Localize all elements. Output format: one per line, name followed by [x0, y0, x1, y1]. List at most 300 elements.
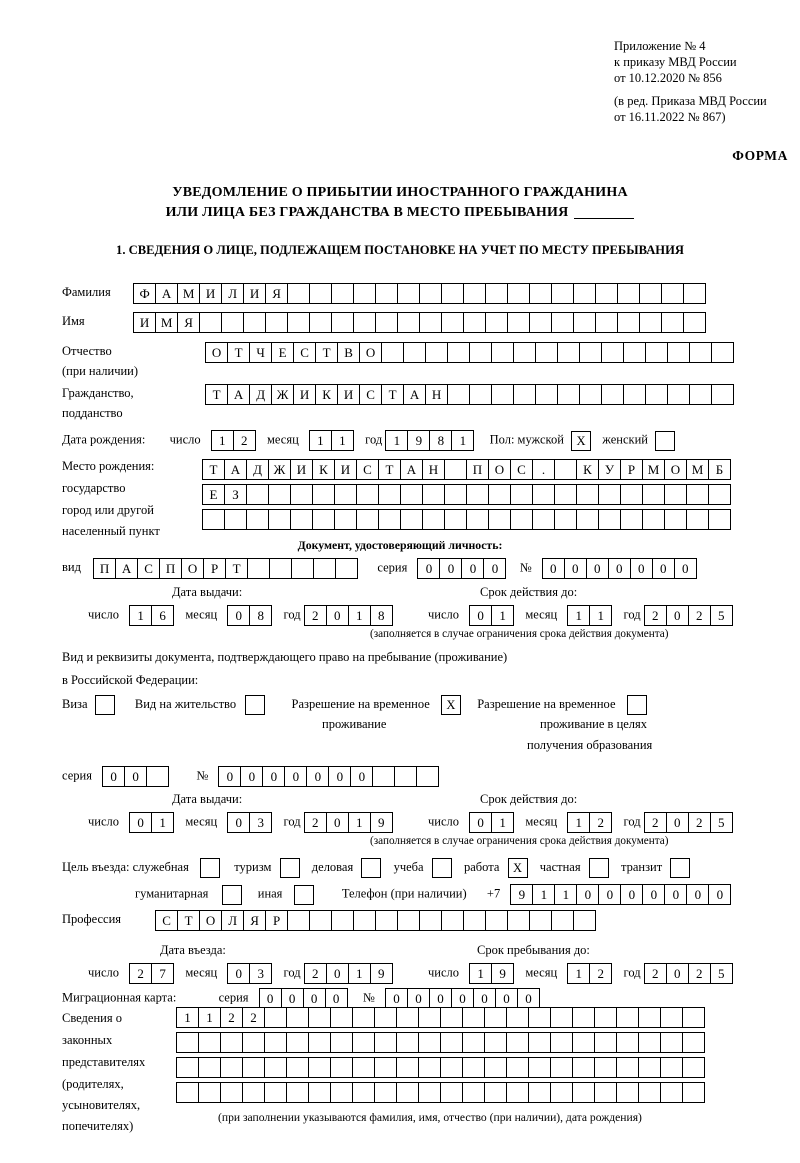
surname-input[interactable] — [133, 283, 705, 304]
char-cell[interactable] — [554, 484, 577, 505]
purpose-item-5-checkbox[interactable] — [670, 858, 690, 878]
char-cell[interactable]: Е — [271, 342, 294, 363]
char-cell[interactable] — [372, 766, 395, 787]
char-cell[interactable] — [682, 1057, 705, 1078]
char-cell[interactable] — [440, 1057, 463, 1078]
char-cell[interactable]: 1 — [348, 605, 371, 626]
char-cell[interactable] — [425, 342, 448, 363]
char-cell[interactable] — [287, 283, 310, 304]
char-cell[interactable] — [557, 342, 580, 363]
doc-kind-input[interactable] — [93, 558, 357, 579]
char-cell[interactable] — [598, 484, 621, 505]
char-cell[interactable]: 0 — [598, 884, 621, 905]
char-cell[interactable]: И — [337, 384, 360, 405]
char-cell[interactable] — [484, 1057, 507, 1078]
char-cell[interactable] — [374, 1007, 397, 1028]
char-cell[interactable] — [507, 910, 530, 931]
char-cell[interactable] — [416, 766, 439, 787]
char-cell[interactable] — [579, 342, 602, 363]
char-cell[interactable] — [312, 509, 335, 530]
char-cell[interactable]: 0 — [306, 766, 329, 787]
char-cell[interactable]: 0 — [620, 884, 643, 905]
char-cell[interactable]: 8 — [249, 605, 272, 626]
char-cell[interactable]: О — [359, 342, 382, 363]
char-cell[interactable] — [484, 1082, 507, 1103]
char-cell[interactable]: 2 — [589, 963, 612, 984]
valid-day-input[interactable] — [469, 605, 513, 626]
char-cell[interactable]: Л — [221, 283, 244, 304]
char-cell[interactable] — [638, 1032, 661, 1053]
char-cell[interactable]: 0 — [262, 766, 285, 787]
doc-number-input[interactable] — [542, 558, 696, 579]
permit-valid-month-input[interactable] — [567, 812, 611, 833]
char-cell[interactable]: 0 — [439, 558, 462, 579]
char-cell[interactable]: 2 — [589, 812, 612, 833]
char-cell[interactable]: П — [466, 459, 489, 480]
char-cell[interactable] — [513, 342, 536, 363]
char-cell[interactable] — [268, 484, 291, 505]
char-cell[interactable]: Л — [221, 910, 244, 931]
char-cell[interactable] — [396, 1082, 419, 1103]
char-cell[interactable]: 1 — [151, 812, 174, 833]
char-cell[interactable] — [352, 1007, 375, 1028]
char-cell[interactable] — [441, 283, 464, 304]
char-cell[interactable]: 9 — [370, 963, 393, 984]
char-cell[interactable]: 8 — [370, 605, 393, 626]
char-cell[interactable] — [309, 910, 332, 931]
char-cell[interactable] — [440, 1007, 463, 1028]
temp-permit-edu-checkbox[interactable] — [627, 695, 647, 715]
birth-year-input[interactable] — [385, 430, 473, 451]
char-cell[interactable]: П — [93, 558, 116, 579]
char-cell[interactable] — [594, 1057, 617, 1078]
char-cell[interactable]: 1 — [309, 430, 332, 451]
char-cell[interactable] — [708, 509, 731, 530]
char-cell[interactable] — [356, 509, 379, 530]
char-cell[interactable]: 0 — [129, 812, 152, 833]
migration-number-input[interactable] — [385, 988, 539, 1009]
char-cell[interactable] — [551, 910, 574, 931]
char-cell[interactable]: 2 — [304, 812, 327, 833]
char-cell[interactable] — [330, 1032, 353, 1053]
char-cell[interactable] — [334, 484, 357, 505]
char-cell[interactable] — [598, 509, 621, 530]
char-cell[interactable]: Я — [265, 283, 288, 304]
char-cell[interactable] — [551, 283, 574, 304]
char-cell[interactable]: 0 — [666, 963, 689, 984]
char-cell[interactable] — [463, 283, 486, 304]
char-cell[interactable]: И — [243, 283, 266, 304]
char-cell[interactable] — [242, 1082, 265, 1103]
char-cell[interactable] — [462, 1032, 485, 1053]
char-cell[interactable] — [397, 312, 420, 333]
char-cell[interactable] — [638, 1007, 661, 1028]
permit-issue-day-input[interactable] — [129, 812, 173, 833]
char-cell[interactable]: 0 — [686, 884, 709, 905]
char-cell[interactable] — [331, 283, 354, 304]
char-cell[interactable] — [352, 1082, 375, 1103]
char-cell[interactable]: 2 — [220, 1007, 243, 1028]
char-cell[interactable] — [488, 509, 511, 530]
char-cell[interactable] — [639, 312, 662, 333]
char-cell[interactable]: П — [159, 558, 182, 579]
char-cell[interactable] — [199, 312, 222, 333]
char-cell[interactable]: М — [686, 459, 709, 480]
char-cell[interactable]: 9 — [491, 963, 514, 984]
char-cell[interactable] — [572, 1007, 595, 1028]
legal-reps-row-3[interactable] — [176, 1057, 704, 1078]
char-cell[interactable] — [528, 1007, 551, 1028]
char-cell[interactable] — [246, 484, 269, 505]
char-cell[interactable]: 1 — [348, 812, 371, 833]
char-cell[interactable]: 0 — [564, 558, 587, 579]
char-cell[interactable] — [488, 484, 511, 505]
char-cell[interactable] — [286, 1057, 309, 1078]
char-cell[interactable]: 1 — [385, 430, 408, 451]
char-cell[interactable] — [711, 384, 734, 405]
char-cell[interactable] — [419, 312, 442, 333]
char-cell[interactable] — [594, 1032, 617, 1053]
char-cell[interactable]: 0 — [417, 558, 440, 579]
char-cell[interactable]: Т — [227, 342, 250, 363]
char-cell[interactable] — [246, 509, 269, 530]
char-cell[interactable] — [491, 384, 514, 405]
char-cell[interactable] — [397, 283, 420, 304]
char-cell[interactable] — [375, 910, 398, 931]
char-cell[interactable] — [557, 384, 580, 405]
char-cell[interactable] — [532, 484, 555, 505]
char-cell[interactable] — [287, 312, 310, 333]
char-cell[interactable]: 7 — [151, 963, 174, 984]
char-cell[interactable] — [352, 1032, 375, 1053]
char-cell[interactable] — [639, 283, 662, 304]
char-cell[interactable]: 0 — [469, 605, 492, 626]
purpose-item-3-checkbox[interactable]: X — [508, 858, 528, 878]
birth-day-input[interactable] — [211, 430, 255, 451]
char-cell[interactable] — [594, 1007, 617, 1028]
char-cell[interactable] — [286, 1082, 309, 1103]
issue-day-input[interactable] — [129, 605, 173, 626]
char-cell[interactable]: 3 — [249, 963, 272, 984]
char-cell[interactable]: 0 — [674, 558, 697, 579]
char-cell[interactable] — [419, 910, 442, 931]
purpose-item-4-checkbox[interactable] — [589, 858, 609, 878]
char-cell[interactable]: 0 — [227, 812, 250, 833]
char-cell[interactable] — [418, 1007, 441, 1028]
birthplace-row-3[interactable] — [202, 509, 730, 530]
char-cell[interactable] — [269, 558, 292, 579]
char-cell[interactable]: Н — [422, 459, 445, 480]
char-cell[interactable]: 2 — [304, 605, 327, 626]
char-cell[interactable]: 0 — [517, 988, 540, 1009]
citizenship-input[interactable] — [205, 384, 733, 405]
birthplace-row-2[interactable] — [202, 484, 730, 505]
char-cell[interactable] — [664, 484, 687, 505]
char-cell[interactable] — [224, 509, 247, 530]
permit-valid-year-input[interactable] — [644, 812, 732, 833]
char-cell[interactable] — [462, 1082, 485, 1103]
char-cell[interactable] — [579, 384, 602, 405]
char-cell[interactable] — [601, 384, 624, 405]
char-cell[interactable]: 9 — [370, 812, 393, 833]
char-cell[interactable] — [463, 312, 486, 333]
char-cell[interactable]: М — [177, 283, 200, 304]
char-cell[interactable] — [418, 1057, 441, 1078]
char-cell[interactable] — [330, 1082, 353, 1103]
char-cell[interactable] — [616, 1057, 639, 1078]
char-cell[interactable]: 0 — [473, 988, 496, 1009]
valid-year-input[interactable] — [644, 605, 732, 626]
char-cell[interactable]: 0 — [218, 766, 241, 787]
char-cell[interactable] — [418, 1082, 441, 1103]
char-cell[interactable] — [510, 484, 533, 505]
char-cell[interactable]: 1 — [176, 1007, 199, 1028]
char-cell[interactable] — [146, 766, 169, 787]
char-cell[interactable] — [353, 283, 376, 304]
char-cell[interactable]: 1 — [491, 605, 514, 626]
char-cell[interactable] — [660, 1007, 683, 1028]
char-cell[interactable] — [466, 509, 489, 530]
char-cell[interactable] — [485, 910, 508, 931]
permit-number-input[interactable] — [218, 766, 438, 787]
char-cell[interactable] — [264, 1057, 287, 1078]
char-cell[interactable]: С — [293, 342, 316, 363]
char-cell[interactable] — [616, 1032, 639, 1053]
char-cell[interactable] — [506, 1032, 529, 1053]
char-cell[interactable]: 0 — [630, 558, 653, 579]
char-cell[interactable]: В — [337, 342, 360, 363]
char-cell[interactable]: К — [312, 459, 335, 480]
permit-valid-day-input[interactable] — [469, 812, 513, 833]
char-cell[interactable] — [334, 509, 357, 530]
char-cell[interactable]: С — [155, 910, 178, 931]
char-cell[interactable] — [441, 910, 464, 931]
char-cell[interactable] — [286, 1032, 309, 1053]
char-cell[interactable]: 0 — [429, 988, 452, 1009]
name-input[interactable] — [133, 312, 705, 333]
char-cell[interactable] — [242, 1032, 265, 1053]
issue-month-input[interactable] — [227, 605, 271, 626]
char-cell[interactable]: С — [356, 459, 379, 480]
char-cell[interactable] — [198, 1082, 221, 1103]
legal-reps-row-1[interactable] — [176, 1007, 704, 1028]
purpose-item-1-checkbox[interactable] — [361, 858, 381, 878]
char-cell[interactable] — [264, 1032, 287, 1053]
char-cell[interactable] — [290, 509, 313, 530]
stay-year-input[interactable] — [644, 963, 732, 984]
char-cell[interactable] — [308, 1032, 331, 1053]
char-cell[interactable]: 1 — [348, 963, 371, 984]
char-cell[interactable] — [287, 910, 310, 931]
entry-day-input[interactable] — [129, 963, 173, 984]
char-cell[interactable] — [507, 283, 530, 304]
char-cell[interactable]: О — [488, 459, 511, 480]
entry-year-input[interactable] — [304, 963, 392, 984]
char-cell[interactable] — [264, 1082, 287, 1103]
char-cell[interactable] — [708, 484, 731, 505]
char-cell[interactable] — [642, 509, 665, 530]
char-cell[interactable] — [667, 384, 690, 405]
char-cell[interactable] — [595, 283, 618, 304]
doc-series-input[interactable] — [417, 558, 505, 579]
char-cell[interactable]: 2 — [304, 963, 327, 984]
char-cell[interactable] — [642, 484, 665, 505]
char-cell[interactable] — [352, 1057, 375, 1078]
birth-month-input[interactable] — [309, 430, 353, 451]
patronymic-input[interactable] — [205, 342, 733, 363]
char-cell[interactable]: 3 — [249, 812, 272, 833]
char-cell[interactable] — [400, 484, 423, 505]
char-cell[interactable] — [418, 1032, 441, 1053]
char-cell[interactable] — [484, 1032, 507, 1053]
char-cell[interactable] — [554, 459, 577, 480]
char-cell[interactable] — [202, 509, 225, 530]
phone-input[interactable] — [510, 884, 730, 905]
char-cell[interactable] — [682, 1082, 705, 1103]
char-cell[interactable]: М — [155, 312, 178, 333]
char-cell[interactable] — [550, 1057, 573, 1078]
char-cell[interactable] — [572, 1032, 595, 1053]
char-cell[interactable] — [638, 1082, 661, 1103]
char-cell[interactable] — [374, 1082, 397, 1103]
char-cell[interactable]: 1 — [491, 812, 514, 833]
char-cell[interactable] — [330, 1007, 353, 1028]
stay-day-input[interactable] — [469, 963, 513, 984]
char-cell[interactable] — [595, 312, 618, 333]
char-cell[interactable]: И — [199, 283, 222, 304]
char-cell[interactable] — [711, 342, 734, 363]
char-cell[interactable]: 5 — [710, 605, 733, 626]
char-cell[interactable]: 0 — [328, 766, 351, 787]
char-cell[interactable] — [242, 1057, 265, 1078]
char-cell[interactable] — [286, 1007, 309, 1028]
permit-issue-year-input[interactable] — [304, 812, 392, 833]
char-cell[interactable] — [462, 1007, 485, 1028]
char-cell[interactable] — [374, 1032, 397, 1053]
char-cell[interactable]: Б — [708, 459, 731, 480]
char-cell[interactable]: Т — [202, 459, 225, 480]
char-cell[interactable] — [506, 1007, 529, 1028]
char-cell[interactable]: 2 — [688, 963, 711, 984]
char-cell[interactable]: 8 — [429, 430, 452, 451]
purpose-row2-1-checkbox[interactable] — [294, 885, 314, 905]
char-cell[interactable] — [265, 312, 288, 333]
char-cell[interactable] — [572, 1082, 595, 1103]
char-cell[interactable] — [463, 910, 486, 931]
char-cell[interactable] — [550, 1032, 573, 1053]
char-cell[interactable] — [532, 509, 555, 530]
char-cell[interactable] — [220, 1082, 243, 1103]
char-cell[interactable]: 0 — [469, 812, 492, 833]
purpose-item-0-checkbox[interactable] — [280, 858, 300, 878]
char-cell[interactable] — [440, 1082, 463, 1103]
char-cell[interactable]: С — [510, 459, 533, 480]
char-cell[interactable]: Р — [265, 910, 288, 931]
char-cell[interactable]: 1 — [469, 963, 492, 984]
char-cell[interactable]: О — [664, 459, 687, 480]
char-cell[interactable]: 1 — [567, 605, 590, 626]
char-cell[interactable]: 0 — [666, 812, 689, 833]
char-cell[interactable] — [396, 1032, 419, 1053]
char-cell[interactable]: Т — [205, 384, 228, 405]
char-cell[interactable] — [335, 558, 358, 579]
char-cell[interactable]: 0 — [350, 766, 373, 787]
char-cell[interactable]: 1 — [331, 430, 354, 451]
char-cell[interactable]: Т — [381, 384, 404, 405]
char-cell[interactable]: К — [576, 459, 599, 480]
char-cell[interactable] — [623, 384, 646, 405]
char-cell[interactable]: 0 — [259, 988, 282, 1009]
char-cell[interactable] — [576, 509, 599, 530]
char-cell[interactable] — [308, 1007, 331, 1028]
char-cell[interactable]: 2 — [644, 812, 667, 833]
char-cell[interactable] — [422, 509, 445, 530]
permit-issue-month-input[interactable] — [227, 812, 271, 833]
char-cell[interactable] — [447, 342, 470, 363]
char-cell[interactable] — [529, 910, 552, 931]
char-cell[interactable]: 1 — [554, 884, 577, 905]
char-cell[interactable] — [400, 509, 423, 530]
char-cell[interactable] — [601, 342, 624, 363]
char-cell[interactable] — [576, 484, 599, 505]
char-cell[interactable]: О — [181, 558, 204, 579]
char-cell[interactable] — [623, 342, 646, 363]
char-cell[interactable]: И — [133, 312, 156, 333]
char-cell[interactable] — [528, 1082, 551, 1103]
char-cell[interactable] — [594, 1082, 617, 1103]
char-cell[interactable] — [660, 1032, 683, 1053]
char-cell[interactable]: 0 — [102, 766, 125, 787]
char-cell[interactable]: 2 — [644, 605, 667, 626]
char-cell[interactable]: И — [290, 459, 313, 480]
char-cell[interactable] — [485, 283, 508, 304]
char-cell[interactable]: 1 — [532, 884, 555, 905]
char-cell[interactable]: 0 — [325, 988, 348, 1009]
char-cell[interactable] — [638, 1057, 661, 1078]
char-cell[interactable]: . — [532, 459, 555, 480]
char-cell[interactable] — [551, 312, 574, 333]
char-cell[interactable]: Т — [378, 459, 401, 480]
char-cell[interactable] — [378, 484, 401, 505]
char-cell[interactable] — [469, 342, 492, 363]
char-cell[interactable] — [507, 312, 530, 333]
issue-year-input[interactable] — [304, 605, 392, 626]
valid-month-input[interactable] — [567, 605, 611, 626]
char-cell[interactable] — [290, 484, 313, 505]
char-cell[interactable]: А — [227, 384, 250, 405]
char-cell[interactable] — [682, 1007, 705, 1028]
char-cell[interactable]: 0 — [666, 605, 689, 626]
char-cell[interactable] — [396, 1007, 419, 1028]
char-cell[interactable] — [660, 1082, 683, 1103]
char-cell[interactable]: 0 — [303, 988, 326, 1009]
char-cell[interactable] — [353, 910, 376, 931]
char-cell[interactable] — [396, 1057, 419, 1078]
char-cell[interactable] — [444, 459, 467, 480]
char-cell[interactable] — [667, 342, 690, 363]
char-cell[interactable] — [313, 558, 336, 579]
char-cell[interactable]: 0 — [326, 605, 349, 626]
char-cell[interactable]: Т — [225, 558, 248, 579]
char-cell[interactable] — [309, 312, 332, 333]
char-cell[interactable] — [331, 910, 354, 931]
char-cell[interactable] — [645, 384, 668, 405]
char-cell[interactable] — [198, 1032, 221, 1053]
char-cell[interactable]: 0 — [240, 766, 263, 787]
char-cell[interactable]: 0 — [326, 812, 349, 833]
char-cell[interactable] — [308, 1057, 331, 1078]
entry-month-input[interactable] — [227, 963, 271, 984]
